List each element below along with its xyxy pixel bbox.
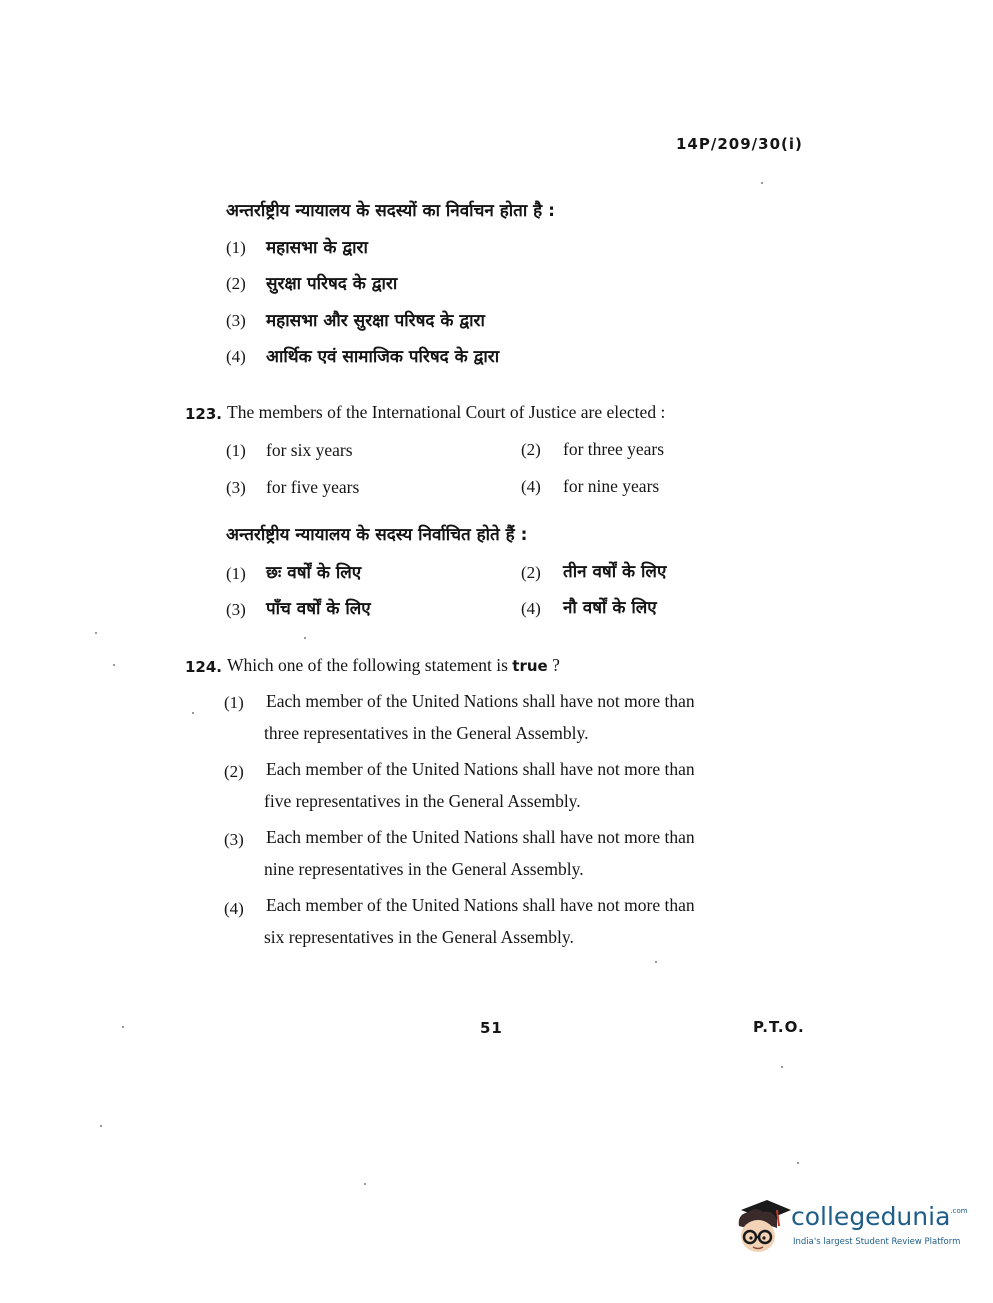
scan-speck	[655, 961, 657, 963]
scan-speck	[304, 637, 306, 639]
q122-hindi-option-3-text: महासभा और सुरक्षा परिषद के द्वारा	[266, 311, 485, 331]
q122-hindi-option-4-number: (4)	[226, 347, 246, 366]
q124-stem-bold: true	[512, 657, 548, 675]
q123-number: 123.	[185, 405, 223, 423]
q124-stem-before: Which one of the following statement is	[227, 655, 513, 675]
collegedunia-logo	[733, 1196, 968, 1262]
q123-option-3-number: (3)	[226, 478, 246, 497]
scan-speck	[192, 712, 194, 714]
q122-hindi-stem: अन्तर्राष्ट्रीय न्यायालय के सदस्यों का निर्वाचन होता है :	[226, 201, 555, 221]
q122-hindi-option-2-number: (2)	[226, 274, 246, 293]
page-number: 51	[480, 1019, 503, 1037]
scan-speck	[781, 1066, 783, 1068]
q123-option-3-text: for five years	[266, 477, 360, 497]
q124-stem	[227, 655, 560, 676]
q124-option-4-line2: six representatives in the General Assembly.	[264, 927, 574, 947]
paper-code: 14P/209/30(i)	[676, 135, 803, 153]
mascot-icon	[733, 1196, 793, 1258]
q123-option-4-number: (4)	[521, 477, 541, 496]
scan-speck	[797, 1162, 799, 1164]
q124-option-2-number: (2)	[224, 762, 244, 781]
q122-hindi-option-4-text: आर्थिक एवं सामाजिक परिषद के द्वारा	[266, 347, 500, 367]
pto-label: P.T.O.	[753, 1018, 805, 1036]
q124-option-2-line2: five representatives in the General Assembly.	[264, 791, 581, 811]
q124-option-3-number: (3)	[224, 830, 244, 849]
q123-hindi-option-2-text: तीन वर्षों के लिए	[563, 562, 667, 582]
logo-wordmark	[791, 1202, 968, 1231]
q123-option-4-text: for nine years	[563, 476, 660, 496]
q123-option-2-number: (2)	[521, 440, 541, 459]
scan-speck	[95, 632, 97, 634]
q123-hindi-option-4-number: (4)	[521, 599, 541, 618]
q124-option-3-line1: Each member of the United Nations shall have not more than	[266, 827, 695, 847]
q123-hindi-option-1-text: छः वर्षों के लिए	[266, 563, 362, 583]
scan-speck	[113, 664, 115, 666]
logo-suffix: .com	[950, 1207, 968, 1215]
q124-option-2-line1: Each member of the United Nations shall have not more than	[266, 759, 695, 779]
q123-hindi-option-4-text: नौ वर्षों के लिए	[563, 598, 657, 618]
q124-option-4-line1: Each member of the United Nations shall have not more than	[266, 895, 695, 915]
q123-option-2-text: for three years	[563, 439, 665, 459]
q123-hindi-option-1-number: (1)	[226, 564, 246, 583]
q123-hindi-option-2-number: (2)	[521, 563, 541, 582]
q124-option-3-line2: nine representatives in the General Assembly.	[264, 859, 584, 879]
scan-speck	[100, 1125, 102, 1127]
q124-option-1-line1: Each member of the United Nations shall have not more than	[266, 691, 695, 711]
q124-option-1-line2: three representatives in the General Assembly.	[264, 723, 589, 743]
q122-hindi-option-2-text: सुरक्षा परिषद के द्वारा	[266, 274, 398, 294]
q123-option-1-text: for six years	[266, 440, 353, 460]
logo-tagline: India's largest Student Review Platform	[793, 1237, 961, 1247]
q123-stem: The members of the International Court of Justice are elected :	[227, 402, 666, 422]
q124-stem-after: ?	[547, 655, 560, 675]
q123-hindi-option-3-text: पाँच वर्षों के लिए	[266, 599, 371, 619]
scan-speck	[364, 1183, 366, 1185]
q124-option-1-number: (1)	[224, 693, 244, 712]
q123-hindi-stem: अन्तर्राष्ट्रीय न्यायालय के सदस्य निर्वाचित होते हैं :	[226, 525, 528, 545]
q122-hindi-option-1-text: महासभा के द्वारा	[266, 238, 368, 258]
scan-speck	[122, 1026, 124, 1028]
q123-option-1-number: (1)	[226, 441, 246, 460]
q124-number: 124.	[185, 658, 223, 676]
logo-name: collegedunia	[791, 1202, 951, 1231]
q122-hindi-option-1-number: (1)	[226, 238, 246, 257]
q124-option-4-number: (4)	[224, 899, 244, 918]
q122-hindi-option-3-number: (3)	[226, 311, 246, 330]
scan-speck	[761, 182, 763, 184]
q123-hindi-option-3-number: (3)	[226, 600, 246, 619]
